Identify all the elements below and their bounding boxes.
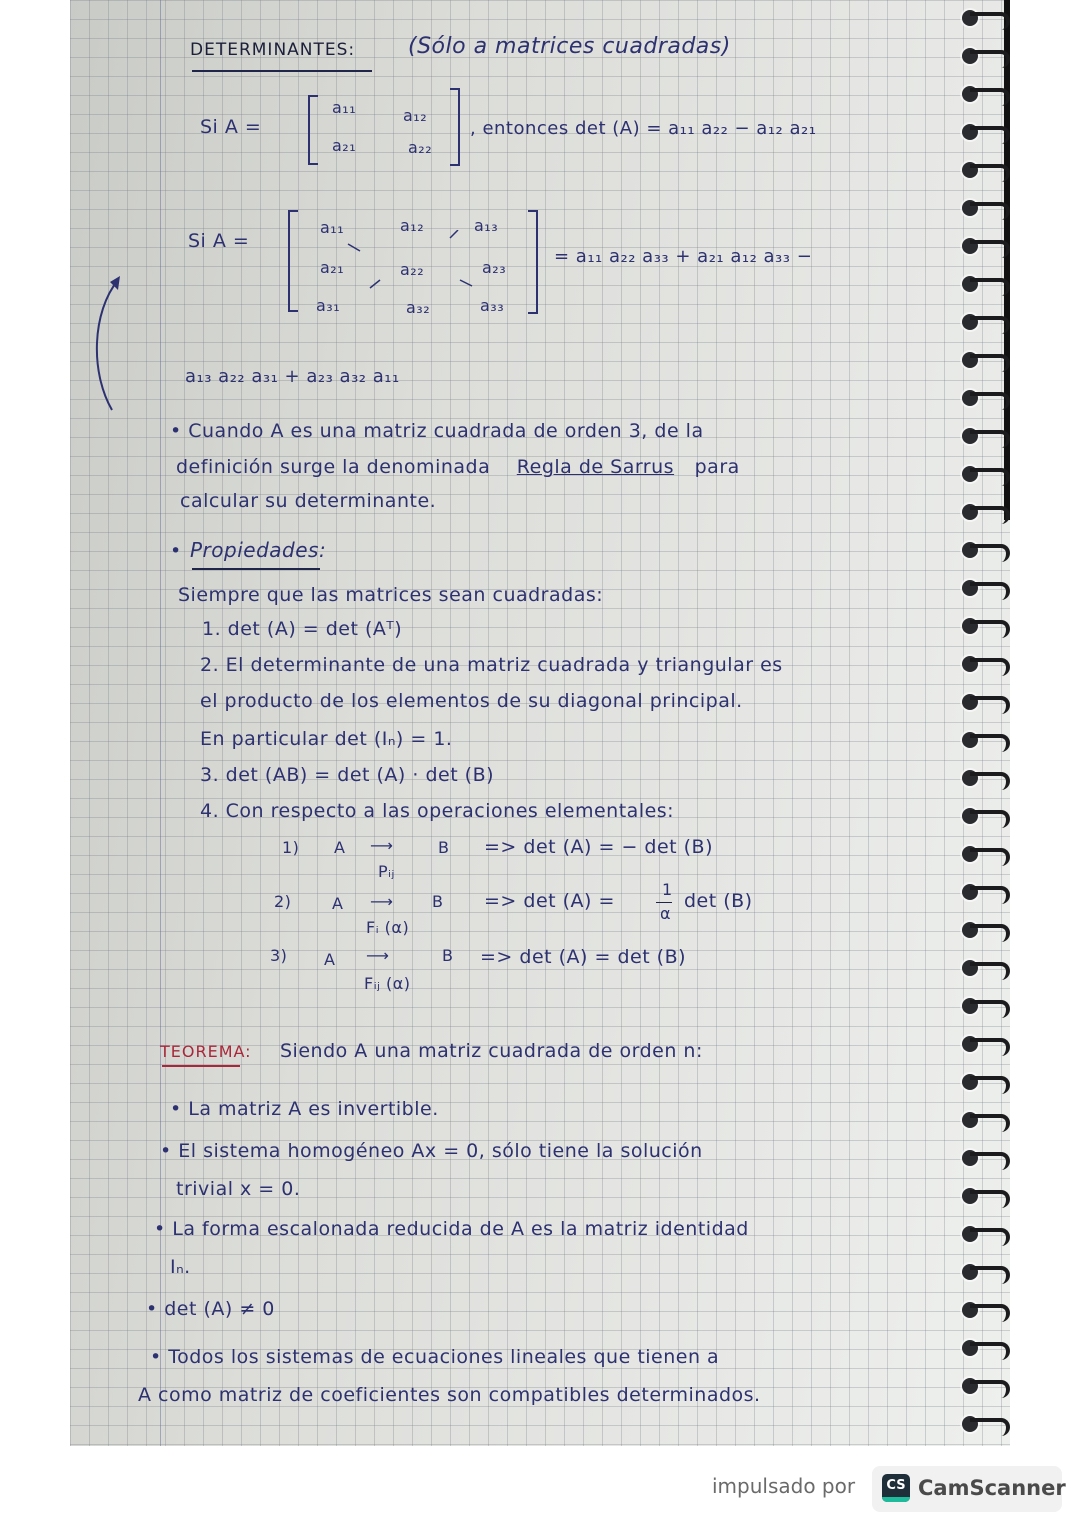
sarrus-text-line2 xyxy=(176,456,740,478)
op-from: A xyxy=(332,894,344,913)
sarrus-text-line1: • Cuando A es una matriz cuadrada de orden 3, de la xyxy=(170,420,704,442)
op-number: 1) xyxy=(282,838,300,857)
matrix-cell: a₁₂ xyxy=(403,106,428,125)
det2-prefix: Si A = xyxy=(200,116,262,138)
sarrus-rule-term: Regla de Sarrus xyxy=(516,456,675,478)
theorem-item: trivial x = 0. xyxy=(176,1178,301,1200)
spiral-ring xyxy=(960,122,1006,144)
title-underline xyxy=(192,70,372,72)
spiral-ring xyxy=(960,654,1006,676)
spiral-ring xyxy=(960,806,1006,828)
spiral-ring xyxy=(960,1186,1006,1208)
spiral-ring xyxy=(960,882,1006,904)
det3-prefix: Si A = xyxy=(188,230,250,252)
property-item: 3. det (AB) = det (A) · det (B) xyxy=(200,764,495,786)
fraction-denominator: α xyxy=(660,904,672,923)
sarrus-text-line3: calcular su determinante. xyxy=(180,490,437,512)
brand-name: CamScanner xyxy=(918,1476,1066,1500)
op-from: A xyxy=(324,950,336,969)
curved-arrow-icon xyxy=(80,272,160,422)
spiral-ring xyxy=(960,1338,1006,1360)
spiral-ring xyxy=(960,464,1006,486)
properties-underline xyxy=(192,568,320,570)
theorem-item: Iₙ. xyxy=(170,1256,191,1278)
spiral-ring xyxy=(960,1110,1006,1132)
sarrus-diagonal-marks xyxy=(300,230,540,310)
spiral-ring xyxy=(960,8,1006,30)
sarrus-text-part: definición surge la denominada xyxy=(176,456,491,478)
op-to: B xyxy=(438,838,450,857)
matrix-cell: a₁₃ xyxy=(474,216,499,235)
page-title: DETERMINANTES: xyxy=(190,40,356,60)
matrix-cell: a₃₃ xyxy=(480,296,505,315)
matrix-cell: a₃₂ xyxy=(406,298,431,317)
fraction-bar xyxy=(656,902,672,903)
det3-formula-continued: a₁₃ a₂₂ a₃₁ + a₂₃ a₃₂ a₁₁ xyxy=(185,366,400,387)
op-label: Fᵢⱼ (α) xyxy=(364,974,411,993)
theorem-statement: Siendo A una matriz cuadrada de orden n: xyxy=(280,1040,703,1062)
theorem-item: • Todos los sistemas de ecuaciones lineales que tienen a xyxy=(150,1346,720,1368)
powered-by-text: impulsado por xyxy=(712,1474,856,1498)
spiral-ring xyxy=(960,46,1006,68)
op-result: => det (A) = − det (B) xyxy=(484,836,713,858)
logo-text: CS xyxy=(886,1478,906,1493)
spiral-ring xyxy=(960,1148,1006,1170)
arrow-icon: ⟶ xyxy=(366,946,390,965)
matrix-cell: a₂₃ xyxy=(482,258,507,277)
theorem-item: A como matriz de coeficientes son compatibles determinados. xyxy=(138,1384,761,1406)
spiral-ring xyxy=(960,996,1006,1018)
property-item: 4. Con respecto a las operaciones elementales: xyxy=(200,800,675,822)
matrix-cell: a₃₁ xyxy=(316,296,341,315)
spiral-ring xyxy=(960,844,1006,866)
matrix-cell: a₂₂ xyxy=(400,260,425,279)
spiral-ring xyxy=(960,958,1006,980)
spiral-ring xyxy=(960,1034,1006,1056)
sarrus-text-part: para xyxy=(694,456,740,478)
spiral-ring xyxy=(960,426,1006,448)
op-label: Fᵢ (α) xyxy=(366,918,410,937)
spiral-binding xyxy=(948,0,1010,1446)
logo-accent-bar xyxy=(882,1497,910,1502)
spiral-ring xyxy=(960,578,1006,600)
spiral-ring xyxy=(960,1072,1006,1094)
spiral-ring xyxy=(960,274,1006,296)
spiral-ring xyxy=(960,502,1006,524)
matrix-cell: a₂₁ xyxy=(332,136,357,155)
properties-intro: Siempre que las matrices sean cuadradas: xyxy=(178,584,604,606)
op-result: => det (A) = det (B) xyxy=(480,946,687,968)
spiral-ring xyxy=(960,692,1006,714)
spiral-ring xyxy=(960,198,1006,220)
spiral-ring xyxy=(960,730,1006,752)
spiral-ring xyxy=(960,1262,1006,1284)
spiral-ring xyxy=(960,312,1006,334)
theorem-item: • El sistema homogéneo Ax = 0, sólo tiene la solución xyxy=(160,1140,703,1162)
camscanner-badge[interactable] xyxy=(872,1466,1066,1512)
op-from: A xyxy=(334,838,346,857)
spiral-ring xyxy=(960,1300,1006,1322)
op-result-tail: det (B) xyxy=(684,890,753,912)
property-item: el producto de los elementos de su diagonal principal. xyxy=(200,690,743,712)
property-item: 2. El determinante de una matriz cuadrada y triangular es xyxy=(200,654,783,676)
spiral-ring xyxy=(960,350,1006,372)
properties-bullet: • xyxy=(170,540,182,562)
matrix-bracket-left xyxy=(308,95,318,165)
spiral-ring xyxy=(960,768,1006,790)
fraction-numerator: 1 xyxy=(662,880,673,899)
arrow-icon: ⟶ xyxy=(370,892,394,911)
arrow-icon: ⟶ xyxy=(370,836,394,855)
matrix-bracket-right xyxy=(528,210,538,314)
spiral-ring xyxy=(960,160,1006,182)
theorem-item: • La matriz A es invertible. xyxy=(170,1098,439,1120)
theorem-item: • La forma escalonada reducida de A es la matriz identidad xyxy=(154,1218,749,1240)
spiral-ring xyxy=(960,388,1006,410)
title-note: (Sólo a matrices cuadradas) xyxy=(408,34,731,59)
theorem-item: • det (A) ≠ 0 xyxy=(146,1298,275,1320)
spiral-ring xyxy=(960,1224,1006,1246)
spiral-ring xyxy=(960,84,1006,106)
matrix-cell: a₁₂ xyxy=(400,216,425,235)
spiral-ring xyxy=(960,236,1006,258)
theorem-underline xyxy=(162,1065,240,1067)
camscanner-logo-icon xyxy=(882,1474,910,1502)
matrix-bracket-left xyxy=(288,210,298,312)
spiral-ring xyxy=(960,920,1006,942)
det3-formula: = a₁₁ a₂₂ a₃₃ + a₂₁ a₁₂ a₃₃ − xyxy=(554,246,813,267)
properties-title: Propiedades: xyxy=(190,538,327,562)
op-label: Pᵢⱼ xyxy=(378,862,395,881)
op-to: B xyxy=(442,946,454,965)
camscanner-footer xyxy=(0,1466,1080,1516)
property-item: En particular det (Iₙ) = 1. xyxy=(200,728,453,750)
op-number: 3) xyxy=(270,946,288,965)
matrix-cell: a₂₁ xyxy=(320,258,345,277)
spiral-ring xyxy=(960,1414,1006,1436)
op-number: 2) xyxy=(274,892,292,911)
det2-formula: , entonces det (A) = a₁₁ a₂₂ − a₁₂ a₂₁ xyxy=(470,118,817,139)
op-to: B xyxy=(432,892,444,911)
spiral-ring xyxy=(960,1376,1006,1398)
matrix-cell: a₂₂ xyxy=(408,138,433,157)
matrix-bracket-right xyxy=(450,88,460,166)
matrix-cell: a₁₁ xyxy=(332,98,357,117)
property-item: 1. det (A) = det (Aᵀ) xyxy=(202,618,403,640)
matrix-cell: a₁₁ xyxy=(320,218,345,237)
spiral-ring xyxy=(960,616,1006,638)
spiral-ring xyxy=(960,540,1006,562)
theorem-label: TEOREMA: xyxy=(160,1042,252,1061)
op-result: => det (A) = xyxy=(484,890,615,912)
notebook-page-photo xyxy=(70,0,1010,1446)
